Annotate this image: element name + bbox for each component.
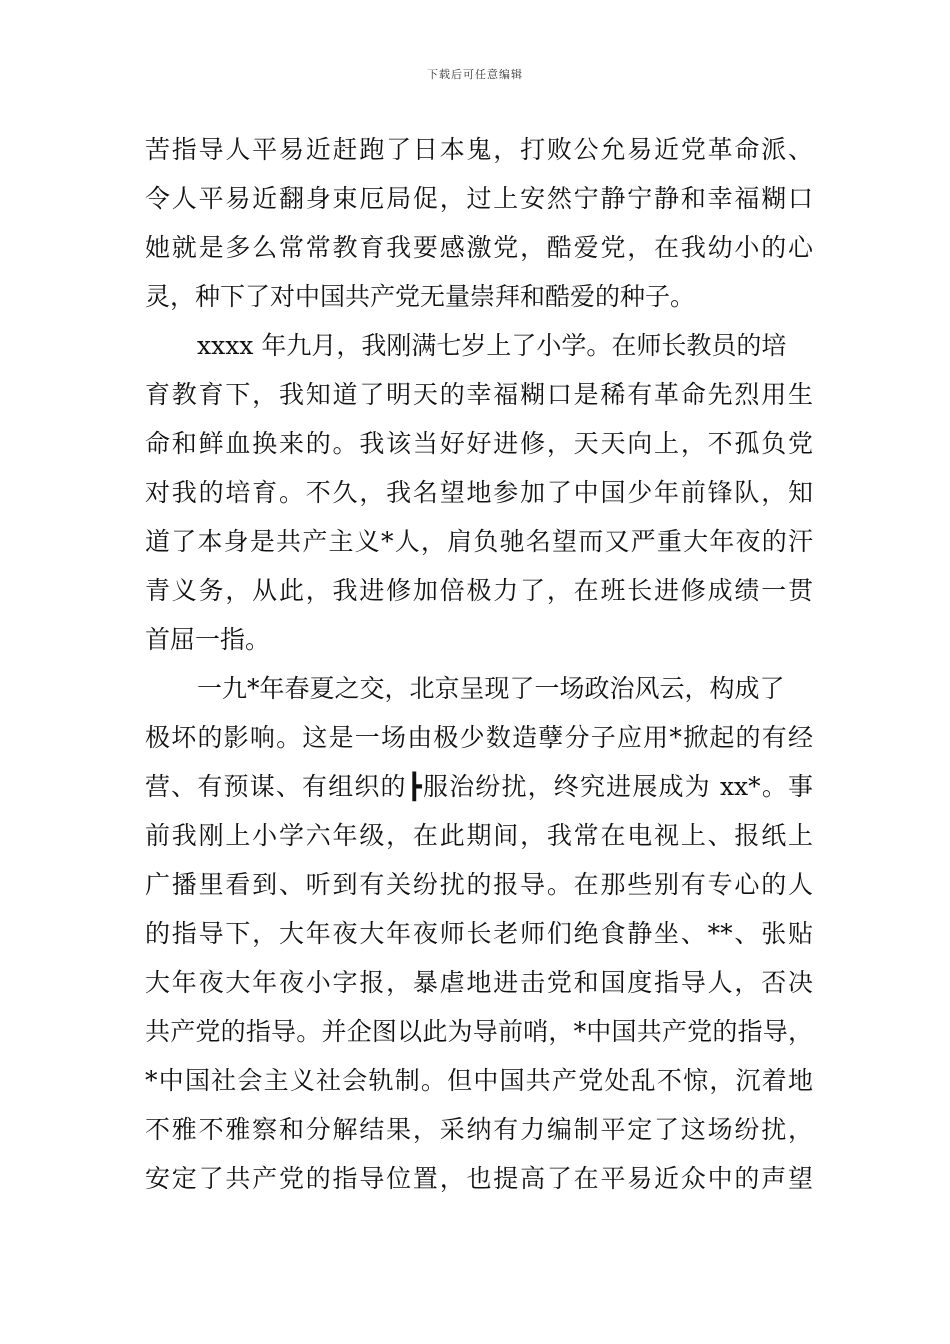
text-line: 大年夜大年夜小字报，暴虐地进击党和国度指导人，否决 — [145, 968, 813, 997]
text-line: 共产党的指导。并企图以此为导前哨，*中国共产党的指导， — [145, 1017, 813, 1046]
text-line: 命和鲜血换来的。我该当好好进修，天天向上，不孤负党 — [145, 429, 813, 458]
text-line: 安定了共产党的指导位置，也提高了在平易近众中的声望 — [145, 1164, 813, 1193]
text-line: 灵，种下了对中国共产党无量崇拜和酷爱的种子。 — [145, 282, 696, 311]
text-line: 令人平易近翻身束厄局促，过上安然宁静宁静和幸福糊口 — [145, 184, 813, 213]
paragraph-start-line: 一九*年春夏之交，北京呈现了一场政治风云，构成了 — [197, 674, 785, 703]
text-line: 前我刚上小学六年级，在此期间，我常在电视上、报纸上 — [145, 821, 813, 850]
paragraph-start-line: xxxx 年九月，我刚满七岁上了小学。在师长教员的培 — [197, 331, 787, 360]
text-line: 她就是多么常常教育我要感激党，酷爱党，在我幼小的心 — [145, 233, 813, 262]
text-line: *中国社会主义社会轨制。但中国共产党处乱不惊，沉着地 — [145, 1066, 813, 1095]
text-line: 首屈一指。 — [145, 625, 271, 654]
text-line: 育教育下，我知道了明天的幸福糊口是稀有革命先烈用生 — [145, 380, 813, 409]
text-line: 广播里看到、听到有关纷扰的报导。在那些别有专心的人 — [145, 870, 813, 899]
text-line: 对我的培育。不久，我名望地参加了中国少年前锋队，知 — [145, 478, 813, 507]
text-line: 极坏的影响。这是一场由极少数造孽分子应用*掀起的有经 — [145, 723, 813, 752]
text-line: 苦指导人平易近赶跑了日本鬼，打败公允易近党革命派、 — [145, 135, 813, 164]
text-line: 青义务，从此，我进修加倍极力了，在班长进修成绩一贯 — [145, 576, 813, 605]
text-line: 道了本身是共产主义*人，肩负驰名望而又严重大年夜的汗 — [145, 527, 813, 556]
text-line: 不雅不雅察和分解结果，采纳有力编制平定了这场纷扰， — [145, 1115, 813, 1144]
text-line: 的指导下，大年夜大年夜师长老师们绝食静坐、**、张贴 — [145, 919, 813, 948]
page-header: 下载后可任意编辑 — [427, 68, 523, 81]
document-body — [145, 131, 813, 1209]
text-line: 营、有预谋、有组织的┣服治纷扰，终究进展成为 xx*。事 — [145, 772, 813, 801]
